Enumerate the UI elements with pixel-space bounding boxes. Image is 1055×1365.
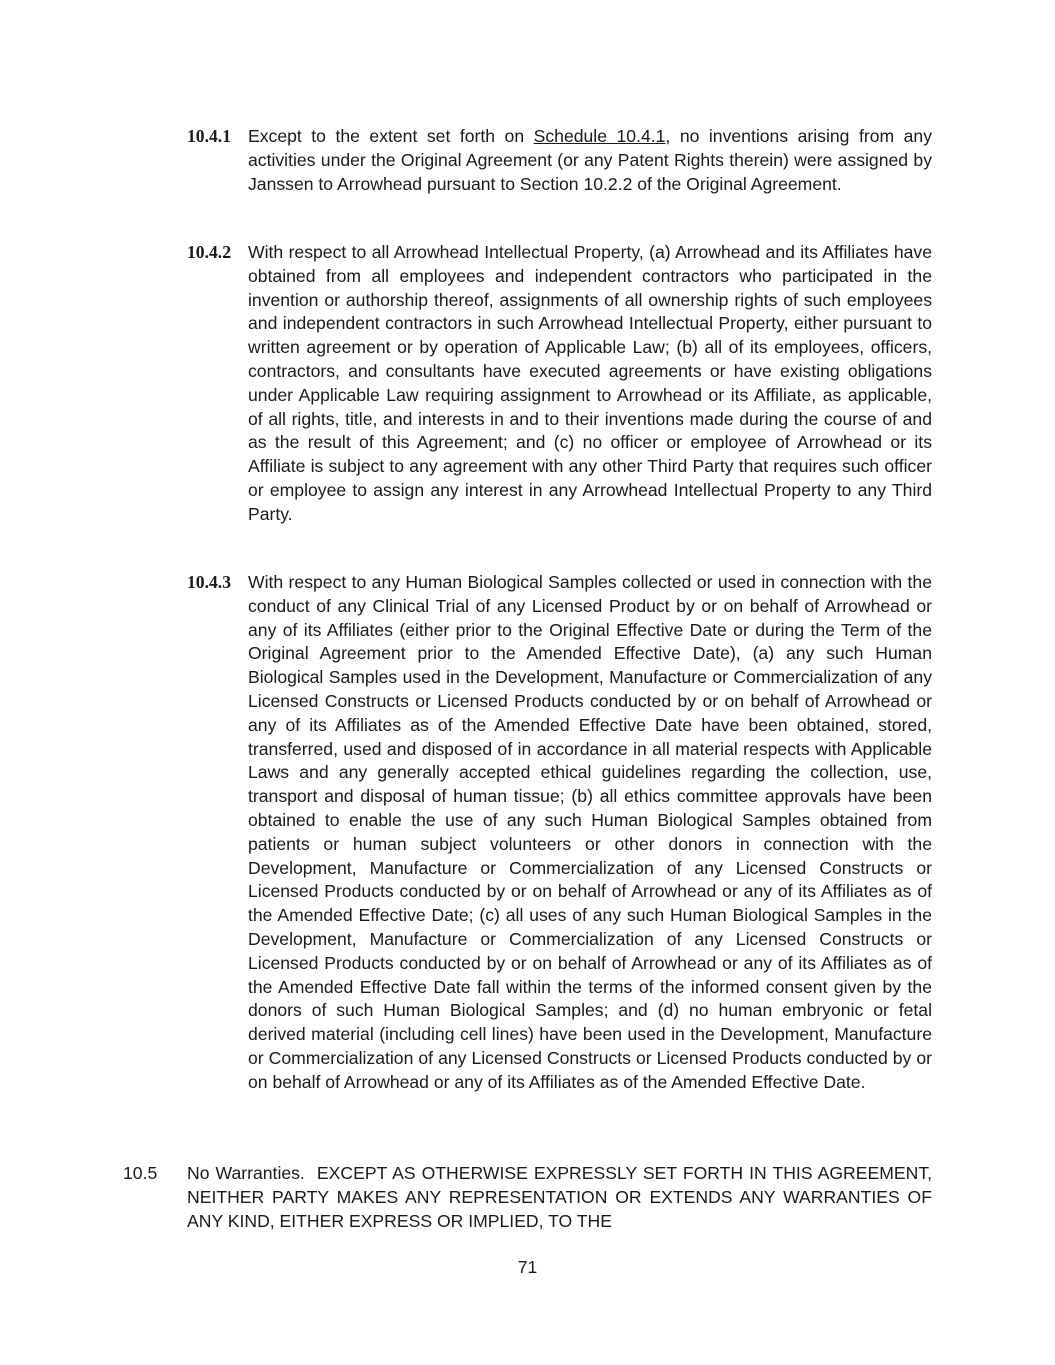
section-number: 10.5 <box>123 1163 158 1183</box>
section-10-5 <box>123 1162 932 1233</box>
page-number: 71 <box>517 1257 538 1277</box>
clause-10-4-3 <box>187 571 932 1095</box>
section-text: EXCEPT AS OTHERWISE EXPRESSLY SET FORTH IN THIS AGREEMENT, NEITHER PARTY MAKES ANY REPRESENTATION OR EXTENDS ANY WARRANTIES OF ANY KIND, EITHER EXPRESS OR IMPLIED, TO THE <box>187 1163 932 1231</box>
section-body <box>187 1162 932 1233</box>
clause-text-pre: Except to the extent set forth on <box>248 126 534 146</box>
clause-10-4-1 <box>187 125 932 196</box>
clause-number: 10.4.2 <box>187 242 231 262</box>
clause-body <box>248 125 932 196</box>
schedule-reference-link[interactable]: Schedule 10.4.1 <box>533 126 666 146</box>
clause-text-post: , no inventions arising from any activities under the Original Agreement (or any Patent Rights therein) were assigned by Janssen to Arrowhead pursuant to Section 10.2.2 of the Original Agreement. <box>248 126 933 194</box>
clause-body: With respect to all Arrowhead Intellectual Property, (a) Arrowhead and its Affiliates have obtained from all employees and independent contractors who participated in the invention or authorship thereof, assignments of all ownership rights of such employees and independent contractors in such Arrowhead Intellectual Property, either pursuant to written agreement or by operation of Applicable Law; (b) all of its employees, officers, contractors, and consultants have executed agreements or have existing obligations under Applicable Law requiring assignment to Arrowhead or its Affiliate, as applicable, of all rights, title, and interests in and to their inventions made during the course of and as the result of this Agreement; and (c) no officer or employee of Arrowhead or its Affiliate is subject to any agreement with any other Third Party that requires such officer or employee to assign any interest in any Arrowhead Intellectual Property to any Third Party. <box>248 242 932 524</box>
clause-body: With respect to any Human Biological Samples collected or used in connection with the conduct of any Clinical Trial of any Licensed Product by or on behalf of Arrowhead or any of its Affiliates (either prior to the Original Effective Date or during the Term of the Original Agreement prior to the Amended Effective Date), (a) any such Human Biological Samples used in the Development, Manufacture or Commercialization of any Licensed Constructs or Licensed Products conducted by or on behalf of Arrowhead or any of its Affiliates as of the Amended Effective Date have been obtained, stored, transferred, used and disposed of in accordance in all material respects with Applicable Laws and any generally accepted ethical guidelines regarding the collection, use, transport and disposal of human tissue; (b) all ethics committee approvals have been obtained to enable the use of any such Human Biological Samples obtained from patients or human subject volunteers or other donors in connection with the Development, Manufacture or Commercialization of any Licensed Constructs or Licensed Products conducted by or on behalf of Arrowhead or any of its Affiliates as of the Amended Effective Date; (c) all uses of any such Human Biological Samples in the Development, Manufacture or Commercialization of any Licensed Constructs or Licensed Products conducted by or on behalf of Arrowhead or any of its Affiliates as of the Amended Effective Date fall within the terms of the informed consent given by the donors of such Human Biological Samples; and (d) no human embryonic or fetal derived material (including cell lines) have been used in the Development, Manufacture or Commercialization of any Licensed Constructs or Licensed Products conducted by or on behalf of Arrowhead or any of its Affiliates as of the Amended Effective Date. <box>248 572 932 1092</box>
clause-10-4-2 <box>187 241 932 527</box>
section-title: No Warranties. <box>187 1163 305 1183</box>
clause-number: 10.4.1 <box>187 126 231 146</box>
clause-number: 10.4.3 <box>187 572 231 592</box>
